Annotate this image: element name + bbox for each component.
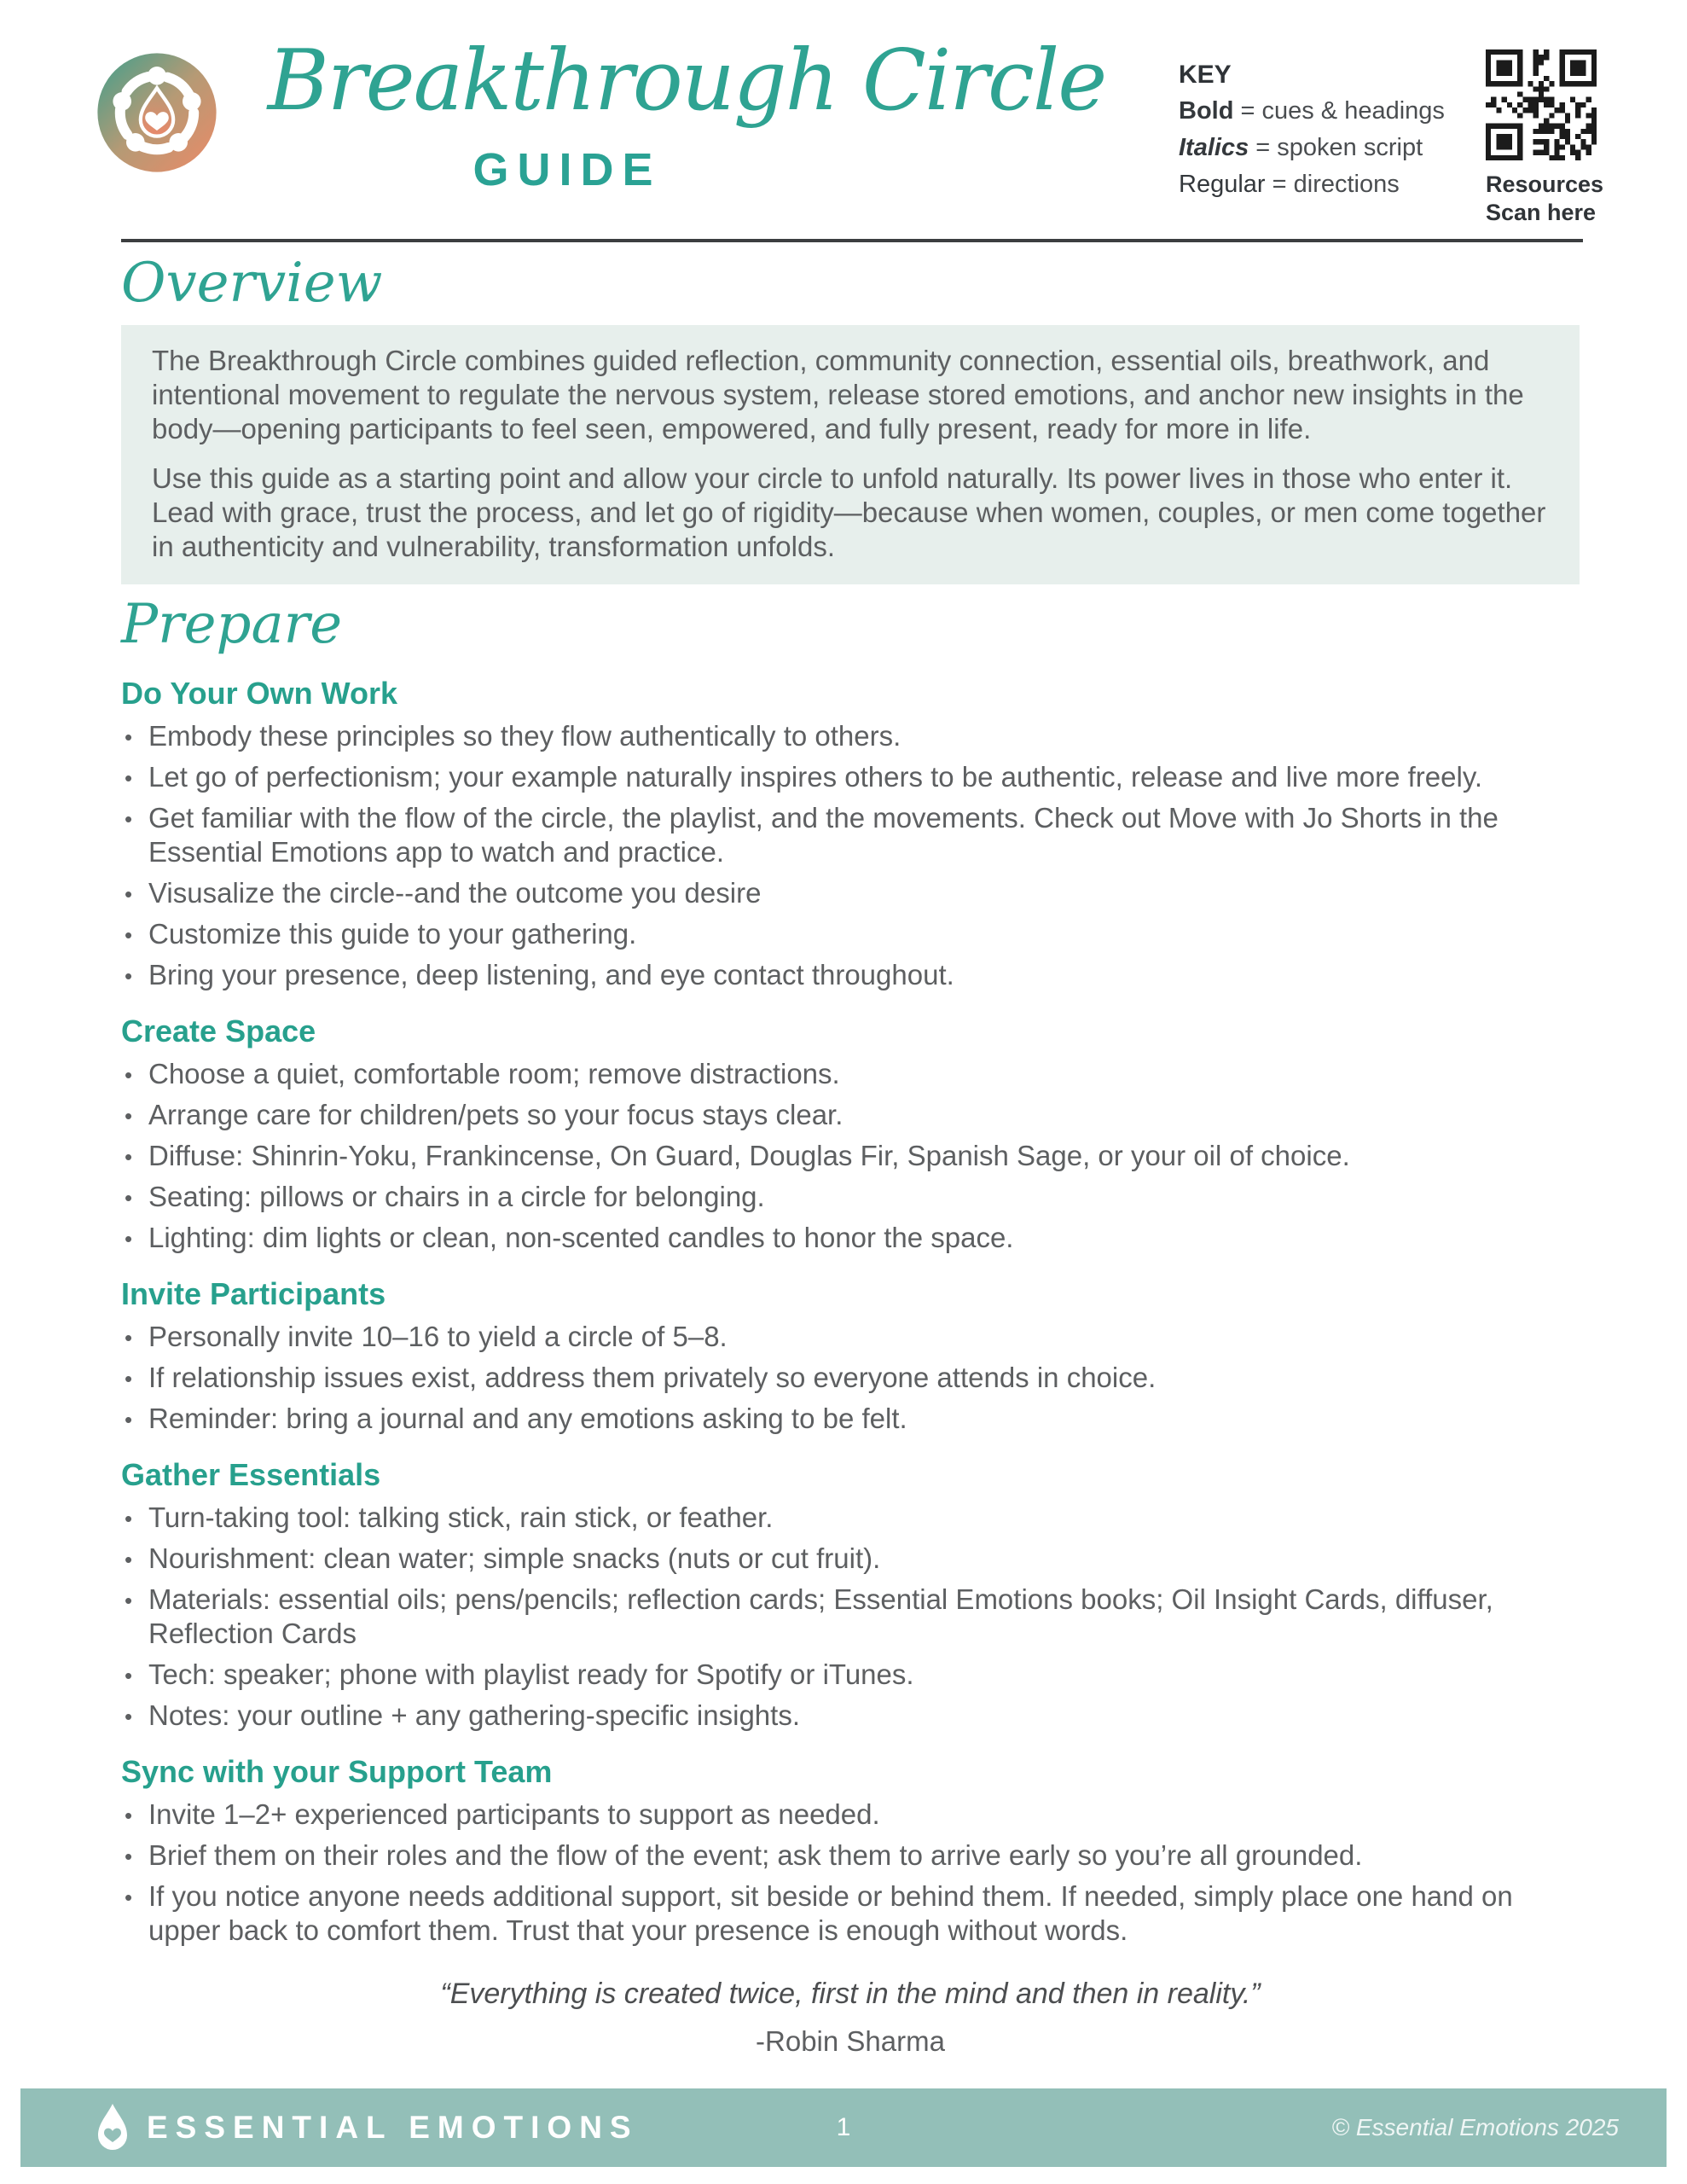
page-subtitle: GUIDE (472, 144, 662, 195)
key-term-italics: Italics (1179, 134, 1249, 161)
footer-copyright: © Essential Emotions 2025 (1331, 2114, 1619, 2140)
key-desc-bold: = cues & headings (1240, 97, 1445, 125)
qr-caption-line1: Resources (1486, 171, 1604, 197)
bullet-list-do-your-own-work (121, 719, 1580, 992)
bullet-item: • Tech: speaker; phone with playlist ready for Spotify or iTunes. (121, 1658, 1580, 1692)
bullet-item: • Turn-taking tool: talking stick, rain stick, or feather. (121, 1501, 1580, 1535)
breakthrough-circle-logo-icon (96, 51, 218, 174)
bullet-item: • Nourishment: clean water; simple snacks (nuts or cut fruit). (121, 1542, 1580, 1576)
bullet-item: • Lighting: dim lights or clean, non-scented candles to honor the space. (121, 1221, 1580, 1255)
page-header (0, 0, 1687, 241)
bullet-item: • Embody these principles so they flow authentically to others. (121, 719, 1580, 753)
essential-emotions-drop-icon (96, 2101, 130, 2154)
overview-paragraph: Use this guide as a starting point and allow your circle to unfold naturally. Its power lives in those who enter it. Lead with grace, trust the process, and let go of rigidity—because when women, couples, or men come together in authenticity and vulnerability, transformation unfolds. (152, 462, 1546, 562)
key-legend-title: KEY (1179, 61, 1232, 89)
bullet-item: • Brief them on their roles and the flow of the event; ask them to arrive early so you’re all grounded. (121, 1838, 1580, 1873)
bullet-item: • Bring your presence, deep listening, and eye contact throughout. (121, 958, 1580, 992)
footer-brand (96, 2101, 639, 2154)
section-title-do-your-own-work: Do Your Own Work (121, 676, 398, 711)
bullet-item: • Let go of perfectionism; your example naturally inspires others to be authentic, release and live more freely. (121, 760, 1580, 794)
bullet-list-create-space (121, 1057, 1580, 1255)
footer-brand-text: ESSENTIAL EMOTIONS (147, 2110, 639, 2145)
bullet-item: • Reminder: bring a journal and any emotions asking to be felt. (121, 1402, 1580, 1436)
key-legend-row (1179, 93, 1445, 130)
section-title-create-space: Create Space (121, 1014, 316, 1048)
overview-paragraph: The Breakthrough Circle combines guided reflection, community connection, essential oils, breathwork, and intentional movement to regulate the nervous system, release stored emotions, and anchor new insights in the body—opening participants to feel seen, empowered, and fully present, ready for more in life. (152, 345, 1524, 444)
bullet-item: • Materials: essential oils; pens/pencils; reflection cards; Essential Emotions books; Oil Insight Cards, diffuser, Reflection Cards (121, 1583, 1580, 1651)
quote-text: “Everything is created twice, first in the mind and then in reality.” (440, 1978, 1261, 2010)
quote-author: -Robin Sharma (756, 2025, 945, 2057)
bullet-item: • Visusalize the circle--and the outcome you desire (121, 876, 1580, 910)
key-desc-italics: = spoken script (1255, 134, 1423, 161)
overview-heading: Overview (121, 252, 383, 315)
bullet-item: • If you notice anyone needs additional support, sit beside or behind them. If needed, simply place one hand on upper back to comfort them. Trust that your presence is enough without words. (121, 1879, 1580, 1948)
bullet-item: • Choose a quiet, comfortable room; remove distractions. (121, 1057, 1580, 1091)
key-desc-regular: = directions (1272, 171, 1400, 198)
section-title-sync-support-team: Sync with your Support Team (121, 1754, 553, 1789)
bullet-item: • Diffuse: Shinrin-Yoku, Frankincense, On Guard, Douglas Fir, Spanish Sage, or your oil of choice. (121, 1139, 1580, 1173)
bullet-item: • Notes: your outline + any gathering-specific insights. (121, 1699, 1580, 1733)
bullet-item: • Arrange care for children/pets so your focus stays clear. (121, 1098, 1580, 1132)
qr-code (1486, 49, 1597, 160)
section-title-gather-essentials: Gather Essentials (121, 1457, 381, 1492)
section-title-invite-participants: Invite Participants (121, 1276, 386, 1311)
bullet-item: • Personally invite 10–16 to yield a circle of 5–8. (121, 1320, 1580, 1354)
overview-box (121, 325, 1580, 584)
key-legend-row (1179, 130, 1445, 166)
page-footer (20, 2088, 1667, 2167)
key-legend (1179, 56, 1445, 203)
bullet-list-invite-participants (121, 1320, 1580, 1436)
key-term-regular: Regular (1179, 171, 1266, 198)
bullet-list-gather-essentials (121, 1501, 1580, 1733)
key-term-bold: Bold (1179, 97, 1234, 125)
bullet-item: • If relationship issues exist, address them privately so everyone attends in choice. (121, 1361, 1580, 1395)
page-number: 1 (836, 2113, 851, 2141)
bullet-list-sync-support-team (121, 1798, 1580, 1948)
bullet-item: • Invite 1–2+ experienced participants to support as needed. (121, 1798, 1580, 1832)
page-title: Breakthrough Circle (267, 32, 1106, 130)
qr-caption-line2: Scan here (1486, 200, 1597, 225)
qr-caption (1486, 171, 1603, 227)
bullet-item: • Customize this guide to your gathering. (121, 917, 1580, 951)
bullet-item: • Seating: pillows or chairs in a circle for belonging. (121, 1180, 1580, 1214)
key-legend-row (1179, 166, 1445, 203)
main-content (0, 241, 1687, 2059)
bullet-item: • Get familiar with the flow of the circle, the playlist, and the movements. Check out Move with Jo Shorts in the Essential Emotions app to watch and practice. (121, 801, 1580, 869)
prepare-heading: Prepare (121, 593, 343, 656)
